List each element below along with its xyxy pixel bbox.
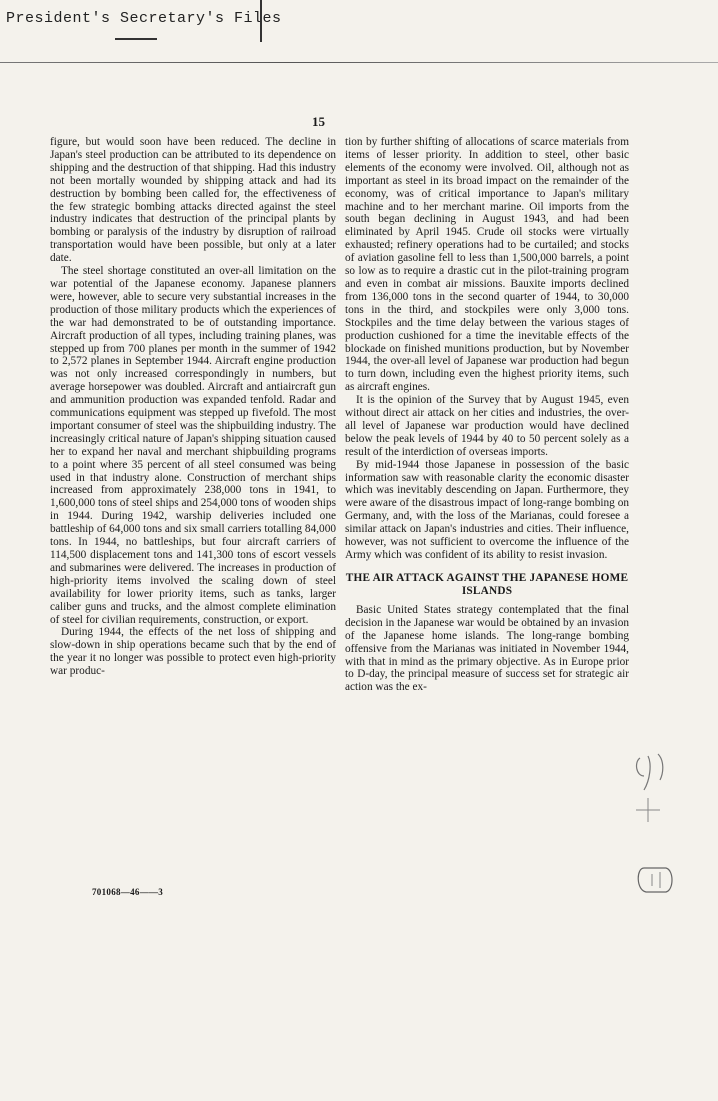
printer-code: 701068—46——3 [92, 887, 164, 897]
paragraph: It is the opinion of the Survey that by August 1945, even without direct air attack on her cities and industries, the over-all level of Japanese war production would have declined below the peak levels of 1944 by 40 to 50 percent solely as a result of the interdiction of overseas imports. [345, 394, 629, 458]
paragraph: During 1944, the effects of the net loss of shipping and slow-down in ship operations became such that by the end of the year it no longer was possible to protect even high-priority war produc- [50, 626, 336, 678]
files-stamp: President's Secretary's Files [6, 10, 282, 27]
left-column [50, 136, 336, 678]
stamp-underline [115, 38, 157, 40]
section-heading: THE AIR ATTACK AGAINST THE JAPANESE HOME ISLANDS [345, 571, 629, 597]
paragraph: figure, but would soon have been reduced. The decline in Japan's steel production can be attributed to its dependence on shipping and the destruction of that shipping. Had this industry not been mortally wounded by shipping attack and had its destruction by bombing been called for, the effectiveness of the few strategic bombing attacks directed against the steel industry indicates that destruction of the principal plants by bombing or paralysis of the industry by disruption of railroad transportation would have been possible, but only at a later date. [50, 136, 336, 265]
page-number: 15 [312, 114, 325, 129]
margin-handwriting-mark [630, 750, 690, 910]
paragraph: tion by further shifting of allocations of scarce materials from items of lesser priority. In addition to steel, other basic elements of the economy were involved. Oil, although not as important as steel in its broad impact on the remainder of the economy, was of critical importance to Japan's military machine and to her merchant marine. Oil imports from the south began declining in August 1943, and had been eliminated by April 1945. Crude oil stocks were virtually exhausted; refinery operations had to be curtailed; and stocks of aviation gasoline fell to less than 1,500,000 barrels, a point so low as to require a drastic cut in the pilot-training program and even in combat air missions. Bauxite imports declined from 136,000 tons in the second quarter of 1944, to 30,000 tons in the third, and stockpiles were only 3,000 tons. Stockpiles and the time delay between the various stages of production cushioned for a time the inevitable effects of the blockade on finished munitions production, but by November 1944, the over-all level of Japanese war production had begun to turn down, including even the highest priority items, such as aircraft engines. [345, 136, 629, 394]
stamp-bracket [252, 0, 262, 42]
paragraph: Basic United States strategy contemplated that the final decision in the Japanese war would be obtained by an invasion of the Japanese home islands. The long-range bombing offensive from the Marianas was initiated in November 1944, with that in mind as the primary objective. As in Europe prior to D-day, the principal measure of success set for strategic air action was the ex- [345, 603, 629, 694]
paragraph: The steel shortage constituted an over-all limitation on the war potential of the Japanese economy. Japanese planners were, however, able to secure very substantial increases in the production of those military products which the experiences of the war had demonstrated to be of outstanding importance. Aircraft production of all types, including training planes, was stepped up from 700 planes per month in the summer of 1942 to 2,572 planes in September 1944. Aircraft engine production was not only increased correspondingly in numbers, but average horsepower was doubled. Aircraft and antiaircraft gun and ammunition production was expanded tenfold. Radar and communications equipment was stepped up fivefold. The most important consumer of steel was the shipbuilding industry. The increasingly critical nature of Japan's shipping situation caused her to expand her naval and merchant shipbuilding programs to a point where 35 percent of all steel consumed was being used in that industry alone. Construction of merchant ships increased from approximately 238,000 tons in 1941, to 1,600,000 tons of steel ships and 254,000 tons of wooden ships in 1944. During 1942, warship deliveries included one battleship of 64,000 tons and six small carriers totalling 84,000 tons. In 1944, no battleships, but four aircraft carriers of 114,500 displacement tons and 141,300 tons of escort vessels and submarines were delivered. The increases in production of high-priority items involved the scaling down of steel availability for lower priority items, such as tanks, larger caliber guns and trucks, and the almost complete elimination of steel for civilian requirements, construction, or export. [50, 265, 336, 626]
paragraph: By mid-1944 those Japanese in possession of the basic information saw with reasonable clarity the economic disaster which was inevitably descending on Japan. Furthermore, they were aware of the disastrous impact of long-range bombing on Germany, and, with the loss of the Marianas, could foresee a similar attack on Japan's industries and cities. Their influence, however, was not sufficient to overcome the influence of the Army which was confident of its ability to resist invasion. [345, 458, 629, 561]
header-rule [0, 62, 718, 63]
right-column [345, 136, 629, 694]
